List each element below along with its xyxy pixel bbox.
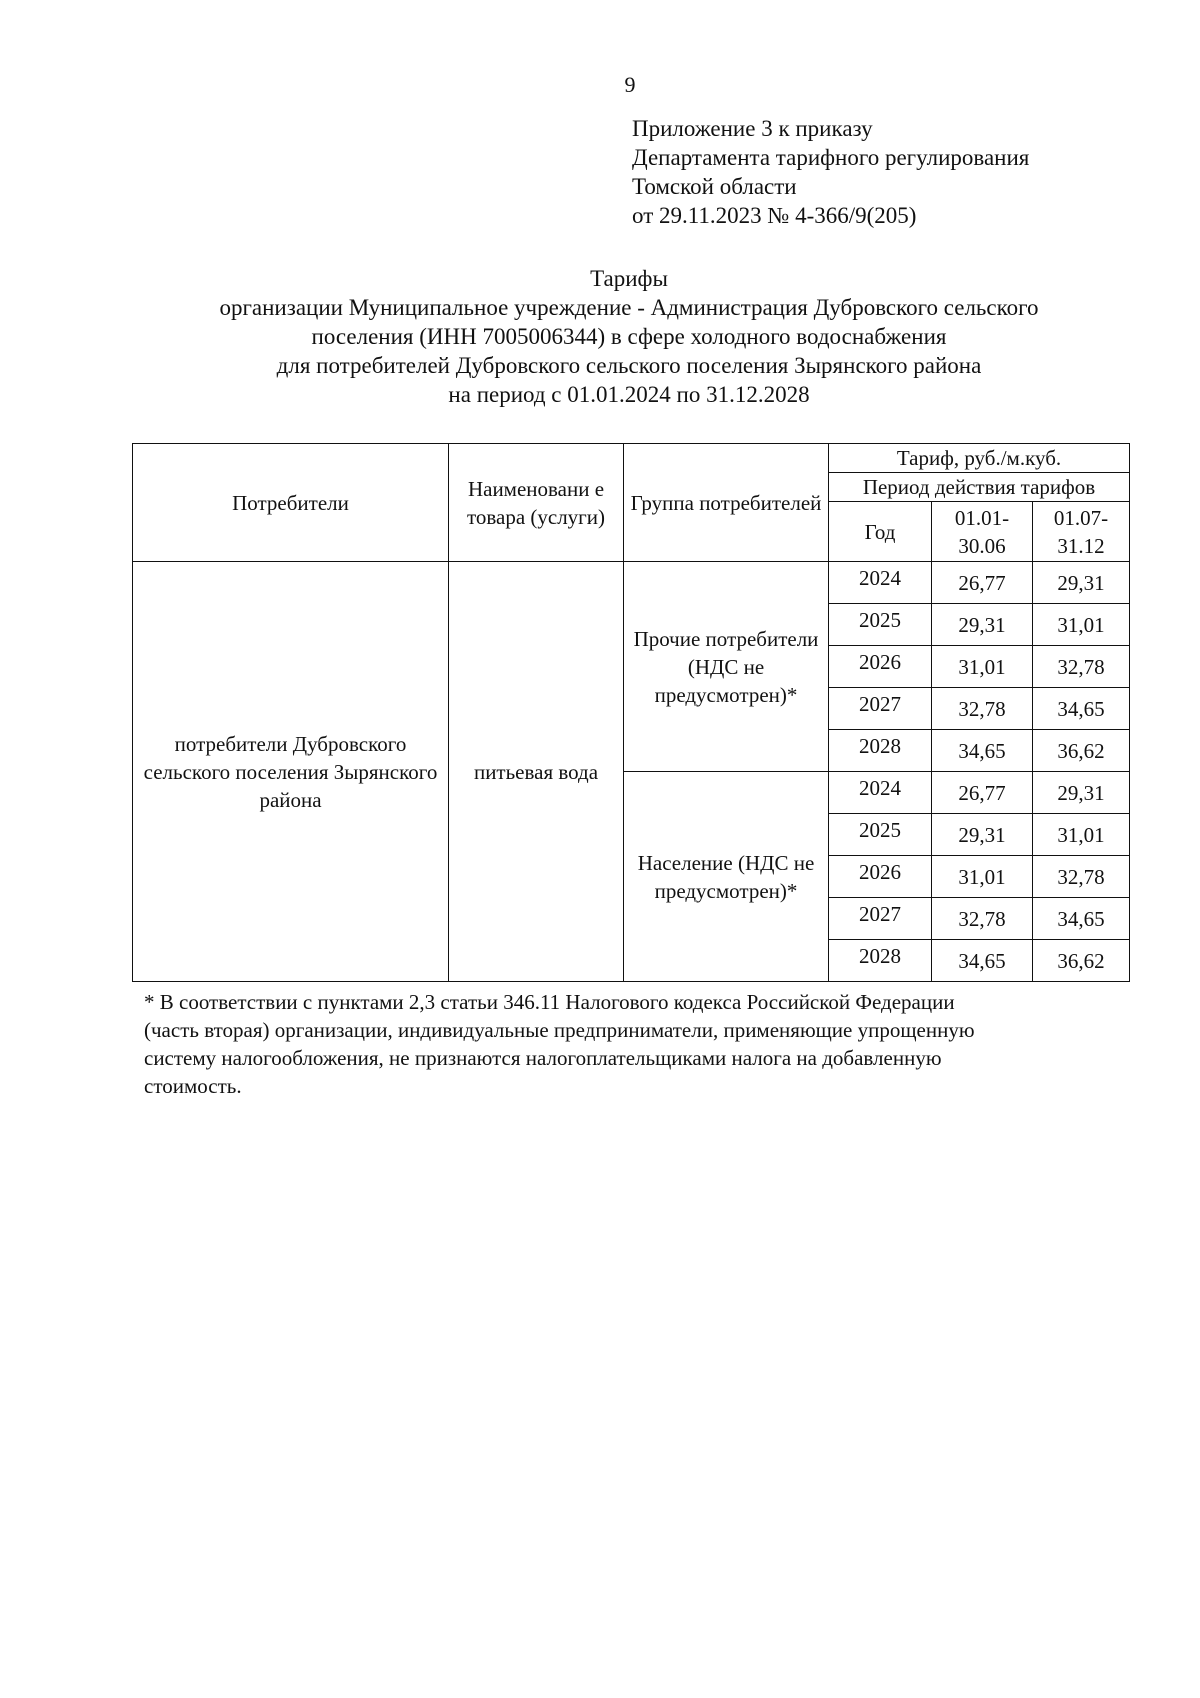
tariff-h1-cell: 32,78 (932, 688, 1033, 730)
title-line: поселения (ИНН 7005006344) в сфере холодного водоснабжения (311, 324, 947, 349)
year-cell: 2028 (829, 940, 932, 982)
group-cell: Население (НДС не предусмотрен)* (624, 772, 829, 982)
page-number: 9 (624, 72, 636, 97)
appendix-line: Томской области (632, 174, 797, 199)
header-year: Год (829, 502, 932, 562)
year-cell: 2025 (829, 604, 932, 646)
year-cell: 2027 (829, 688, 932, 730)
year-cell: 2024 (829, 562, 932, 604)
footnote-line: систему налогообложения, не признаются налогоплательщиками налога на добавленную (144, 1046, 942, 1070)
header-group: Группа потребителей (624, 444, 829, 562)
table-row (133, 562, 1130, 604)
header-period: Период действия тарифов (829, 473, 1130, 502)
tariff-h1-cell: 26,77 (932, 562, 1033, 604)
appendix-line: Приложение 3 к приказу (632, 116, 873, 141)
tariff-h2-cell: 32,78 (1033, 856, 1130, 898)
tariff-h1-cell: 29,31 (932, 604, 1033, 646)
tariff-h2-cell: 36,62 (1033, 730, 1130, 772)
group-cell: Прочие потребители (НДС не предусмотрен)* (624, 562, 829, 772)
tariff-h2-cell: 31,01 (1033, 604, 1130, 646)
footnote-line: (часть вторая) организации, индивидуальные предприниматели, применяющие упрощенную (144, 1018, 975, 1042)
consumer-cell: потребители Дубровского сельского поселения Зырянского района (133, 562, 449, 982)
header-half1: 01.01- 30.06 (932, 502, 1033, 562)
footnote-line: * В соответствии с пунктами 2,3 статьи 346.11 Налогового кодекса Российской Федерации (144, 990, 955, 1014)
tariff-h2-cell: 29,31 (1033, 562, 1130, 604)
year-cell: 2027 (829, 898, 932, 940)
tariff-h2-cell: 34,65 (1033, 898, 1130, 940)
appendix-block (632, 114, 1029, 230)
tariff-h1-cell: 34,65 (932, 730, 1033, 772)
tariff-table (132, 443, 1130, 982)
header-tariff: Тариф, руб./м.куб. (829, 444, 1130, 473)
year-cell: 2026 (829, 646, 932, 688)
title-heading: Тарифы (590, 266, 668, 291)
title-line: на период с 01.01.2024 по 31.12.2028 (448, 382, 810, 407)
footnote-line: стоимость. (144, 1074, 242, 1098)
title-line: организации Муниципальное учреждение - Администрация Дубровского сельского (219, 295, 1039, 320)
tariff-h2-cell: 34,65 (1033, 688, 1130, 730)
year-cell: 2025 (829, 814, 932, 856)
tariff-h1-cell: 31,01 (932, 856, 1033, 898)
tariff-h2-cell: 31,01 (1033, 814, 1130, 856)
year-cell: 2026 (829, 856, 932, 898)
appendix-line: Департамента тарифного регулирования (632, 145, 1030, 170)
tariff-h1-cell: 26,77 (932, 772, 1033, 814)
footnote (144, 988, 1124, 1100)
header-consumers: Потребители (133, 444, 449, 562)
tariff-h2-cell: 29,31 (1033, 772, 1130, 814)
tariff-h2-cell: 32,78 (1033, 646, 1130, 688)
title-line: для потребителей Дубровского сельского поселения Зырянского района (276, 353, 982, 378)
tariff-h2-cell: 36,62 (1033, 940, 1130, 982)
year-cell: 2028 (829, 730, 932, 772)
year-cell: 2024 (829, 772, 932, 814)
appendix-line: от 29.11.2023 № 4-366/9(205) (632, 203, 917, 228)
header-half2: 01.07- 31.12 (1033, 502, 1130, 562)
product-cell: питьевая вода (449, 562, 624, 982)
header-product: Наименовани е товара (услуги) (449, 444, 624, 562)
document-title (120, 264, 1138, 409)
tariff-h1-cell: 34,65 (932, 940, 1033, 982)
tariff-h1-cell: 32,78 (932, 898, 1033, 940)
tariff-h1-cell: 29,31 (932, 814, 1033, 856)
tariff-h1-cell: 31,01 (932, 646, 1033, 688)
